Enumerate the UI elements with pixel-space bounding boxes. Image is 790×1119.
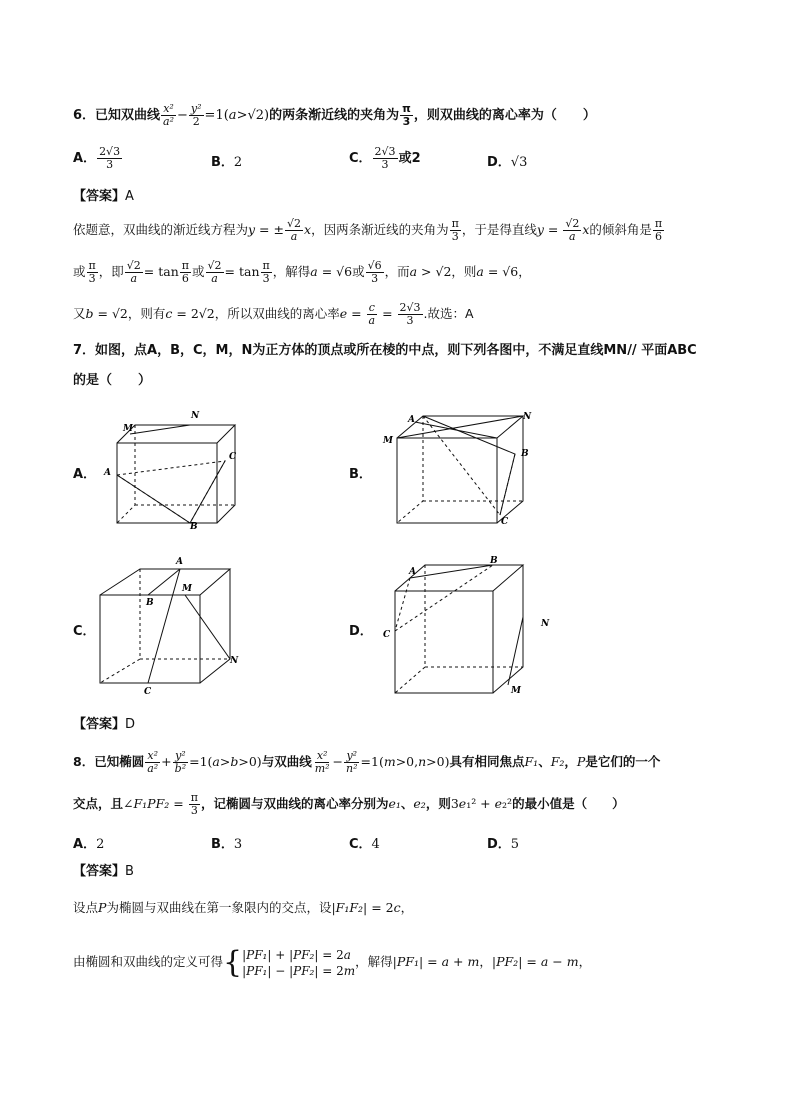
sol-text: ，而	[384, 264, 410, 279]
sol-text: ，	[400, 900, 414, 915]
sol-text: ，所以双曲线的离心率	[214, 306, 340, 321]
point-n-label: N	[523, 412, 532, 422]
point-m-label: M	[123, 424, 133, 434]
q6-angle: $\frac{\pi}{3}$	[402, 102, 411, 128]
sol-text: 的倾斜角是	[589, 222, 652, 237]
answer-value: D	[125, 717, 136, 732]
option-label: B．	[211, 837, 234, 852]
q7-figure-c-label: C．	[73, 624, 96, 639]
option-value: 2	[96, 837, 105, 852]
sol-text: 由椭圆和双曲线的定义可得	[73, 954, 224, 969]
option-value: 2	[233, 155, 243, 170]
q6-option-b	[211, 151, 242, 170]
cube-front-face	[395, 591, 493, 693]
sol-text: ，则有	[127, 306, 166, 321]
cube-front-face	[100, 595, 200, 683]
answer-label: 【答案】	[73, 864, 126, 879]
option-label: C．	[349, 837, 372, 852]
point-m-label: M	[383, 436, 393, 446]
definition-system: |PF₁| + |PF₂| = 2a |PF₁| − |PF₂| = 2m	[242, 947, 356, 978]
q6-answer	[73, 186, 134, 208]
q6-option-d: D．√3	[487, 155, 528, 170]
point-c-label: C	[383, 630, 391, 640]
point-a-label: A	[176, 557, 183, 567]
q6-solution-line3: 又b = √2，则有c = 2√2，所以双曲线的离心率e = $\frac{c}{a}$ = $\frac{2√3}{3}$ .故选：A	[73, 301, 474, 327]
sol-text: ，解得	[272, 264, 311, 279]
sol-text: ，	[518, 264, 531, 279]
sol-text: ，则	[451, 264, 477, 279]
point-b-label: B	[521, 449, 529, 459]
cube-hidden-edges	[395, 565, 523, 693]
point-m-label: M	[182, 584, 192, 594]
sol-text: .故选：A	[423, 306, 474, 321]
point-n-label: N	[541, 619, 550, 629]
q6-stem-text-a: 6．已知双曲线	[73, 108, 161, 123]
sol-text: 或	[192, 264, 205, 279]
segment-mn	[130, 425, 190, 434]
cube-front-face	[117, 443, 217, 523]
q8-stem-text: 8．已知椭圆	[73, 754, 145, 769]
answer-label: 【答案】	[73, 717, 126, 732]
q8-answer	[73, 861, 134, 883]
option-label: D．	[487, 837, 511, 852]
segment-mn	[508, 617, 523, 685]
sol-text: ，于是得直线	[461, 222, 537, 237]
cube-solid-edges	[397, 416, 523, 523]
option-label: A．	[73, 151, 97, 166]
sol-text: ，即	[98, 264, 124, 279]
q6-solution-line1: 依题意，双曲线的渐近线方程为y = ± $\frac{√2}{a}$ x，因两条渐近线的夹角为 $\frac{\pi}{3}$ ，于是得直线y = $\frac{√2}{a}$ x的倾斜角是 $\frac{\pi}{6}$	[73, 217, 663, 243]
option-value: 4	[371, 837, 380, 852]
q6-stem-text-c: ，则双曲线的离心率为（ ）	[413, 108, 596, 123]
q8-stem-line2: 交点，且∠F₁PF₂ = $\frac{\pi}{3}$ ，记椭圆与双曲线的离心率分别为e₁、e₂，则3e₁² + e₂²的最小值是（ ）	[73, 791, 625, 817]
q7-figure-a-label: A．	[73, 467, 97, 482]
q8-stem-text: 的最小值是（ ）	[512, 796, 625, 811]
point-a-label: A	[408, 415, 415, 425]
q8-solution-line1: 设点P为椭圆与双曲线在第一象限内的交点，设|F₁F₂| = 2c，	[73, 900, 414, 915]
q8-option-d	[487, 833, 519, 852]
q7-figure-b-label: B．	[349, 467, 372, 482]
point-b-label: B	[190, 522, 198, 532]
q6-solution-line2: 或 $\frac{\pi}{3}$ ，即 $\frac{√2}{a}$ = tan $\frac{\pi}{6}$ 或 $\frac{√2}{a}$ = tan $\frac{\pi}{3}$ ，解得a = √6或 $\frac{√6}{3}$ ，而a > √2，则a = √6，	[73, 259, 531, 285]
sol-text: ，	[578, 954, 592, 969]
q8-stem-line1: 8．已知椭圆 $\frac{\text{x²}}{\text{a²}}$ + $\frac{\text{y²}}{\text{b²}}$ =1(a>b>0)与双曲线 $\frac{\text{x²}}{\text{m²}}$ − $\frac{\text{y²}}{\text{n²}}$ =1(m>0,n>0)具有相同焦点F₁、F₂，P是它们的一个	[73, 749, 661, 775]
option-value: 5	[510, 837, 520, 852]
q6-stem	[73, 103, 596, 128]
q7-figure-d-label: D．	[349, 624, 373, 639]
sol-text: 又	[73, 306, 86, 321]
answer-label: 【答案】	[73, 189, 126, 204]
q7-figure-d	[375, 555, 550, 700]
sol-text: ，	[479, 954, 492, 969]
point-m-label: M	[511, 686, 521, 696]
option-label: C．	[349, 151, 372, 166]
answer-value: A	[125, 189, 134, 204]
sol-text: 为椭圆与双曲线在第一象限内的交点，设	[106, 900, 332, 915]
option-value-frac: $\frac{2√3}{3}$	[374, 145, 396, 171]
cube-solid-edges	[100, 569, 230, 683]
sol-text: ，因两条渐近线的夹角为	[311, 222, 449, 237]
segment-mn	[185, 595, 230, 659]
q6-hyperbola-equation: $\frac{\text{x²}}{\text{a²}}$ − $\frac{\text{y²}}{2}$ =1(a>√2)	[163, 102, 270, 128]
q6-option-c: C． $\frac{2√3}{3}$ 或2	[349, 145, 421, 171]
q7-figure-a	[90, 405, 250, 535]
q8-option-a	[73, 833, 104, 852]
triangle-abc	[117, 461, 225, 523]
point-b-label: B	[490, 556, 498, 566]
segment-ab	[148, 569, 180, 595]
option-label: B．	[211, 155, 234, 170]
segment-mn	[397, 416, 523, 438]
point-n-label: N	[230, 656, 239, 666]
sol-text: 或	[73, 264, 86, 279]
option-label: A．	[73, 837, 97, 852]
cube-solid-edges	[395, 565, 523, 693]
q8-solution-line2: 由椭圆和双曲线的定义可得{ |PF₁| + |PF₂| = 2a |PF₁| − |PF₂| = 2m ，解得|PF₁| = a + m，|PF₂| = a − m，	[73, 944, 592, 980]
point-b-label: B	[146, 598, 154, 608]
q8-option-b	[211, 833, 242, 852]
q6-stem-text-b: 的两条渐近线的夹角为	[269, 108, 400, 123]
q8-stem-text: ，记椭圆与双曲线的离心率分别为	[200, 796, 389, 811]
triangle-abc-visible	[117, 461, 225, 523]
q7-answer	[73, 714, 135, 736]
answer-value: B	[125, 864, 134, 879]
cube-front-face	[397, 438, 497, 523]
q7-figure-b	[375, 405, 535, 535]
point-c-label: C	[144, 687, 152, 697]
q8-stem-text: 与双曲线	[261, 754, 312, 769]
sol-text: ，解得	[355, 954, 393, 969]
q8-stem-text: 交点，且	[73, 796, 124, 811]
point-a-label: A	[409, 567, 416, 577]
point-c-label: C	[229, 452, 237, 462]
option-value: $\frac{2√3}{3}$	[99, 145, 121, 171]
point-c-label: C	[501, 517, 509, 527]
option-label: D．	[487, 155, 511, 170]
q8-option-c	[349, 833, 380, 852]
q7-stem-line1: 7．如图，点A，B，C，M，N为正方体的顶点或所在棱的中点，则下列各图中，不满足直线MN// 平面ABC	[73, 343, 697, 358]
sol-text: 或	[352, 264, 365, 279]
option-value: 3	[233, 837, 243, 852]
point-n-label: N	[191, 411, 200, 421]
q8-stem-text: 是它们的一个	[585, 754, 661, 769]
q8-stem-text: ，则	[425, 796, 451, 811]
q7-stem-line2: 的是（ ）	[73, 373, 152, 388]
q8-stem-text: 具有相同焦点	[449, 754, 525, 769]
segment-ac	[148, 569, 180, 683]
point-a-label: A	[104, 468, 111, 478]
sol-text: 依题意，双曲线的渐近线方程为	[73, 222, 249, 237]
q6-option-a	[73, 146, 123, 171]
q7-figure-c	[90, 555, 250, 700]
sol-text: 设点	[73, 900, 99, 915]
